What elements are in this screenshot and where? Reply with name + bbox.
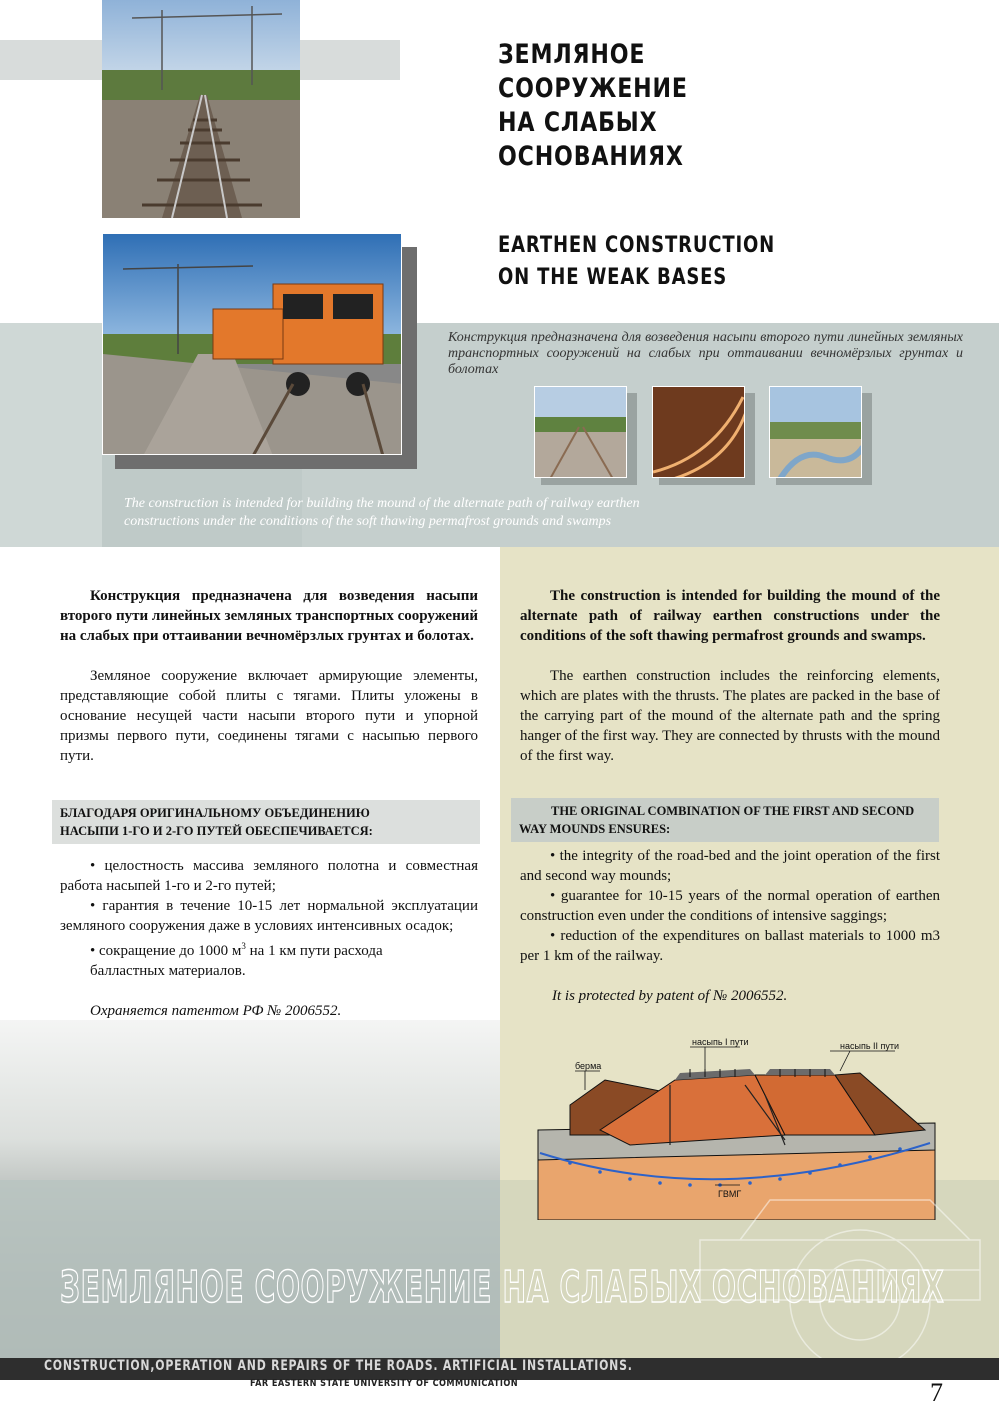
photo-thumb-curved-rails (652, 386, 745, 478)
bullet-ru-1: • целостность массива земляного полотна и совместная работа насыпей 1-го и 2-го путей; (60, 858, 478, 894)
bullet-ru-3-sup: 3 (241, 941, 246, 951)
photo-track-machine (102, 233, 402, 455)
patent-ru: Охраняется патентом РФ № 2006552. (90, 1003, 342, 1019)
footer-series-title: CONSTRUCTION,OPERATION AND REPAIRS OF THE ROADS. ARTIFICIAL INSTALLATIONS. (44, 1358, 633, 1374)
page-title-russian (498, 38, 842, 174)
photo-thumb-tracks (534, 386, 627, 478)
box-en-line2: WAY MOUNDS ENSURES: (519, 822, 671, 836)
title-en-line2: ON THE WEAK BASES (498, 265, 728, 290)
lead-paragraph-ru: Конструкция предназначена для возведения насыпи второго пути линейных земляных транспортных сооружений на слабых при оттаивании вечномёрзлых грунтах и болотах. (60, 588, 478, 644)
label-berm: берма (575, 1061, 602, 1071)
bullet-en-3: • reduction of the expenditures on ballast materials to 1000 m3 per 1 km of the railway. (520, 928, 940, 964)
bullet-ru-3-text-a: • сокращение до 1000 м (90, 943, 242, 959)
gray-band-left-edge (0, 323, 102, 547)
bullet-ru-3 (60, 936, 478, 961)
body-paragraph-en: The earthen construction includes the reinforcing elements, which are plates with the thrusts. The plates are packed in the base of the carrying part of the mound of the alternate path and the spring hanger of the first way. They are connected by thrusts with the mound of the first way. (520, 668, 940, 764)
patent-en: It is protected by patent of № 2006552. (552, 988, 788, 1004)
lead-paragraph-en: The construction is intended for building the mound of the alternate path of railway earthen constructions under the conditions of the soft thawing permafrost grounds and swamps. (520, 588, 940, 644)
title-ru-line2: НА СЛАБЫХ ОСНОВАНИЯХ (498, 107, 684, 172)
bullet-ru-3-text-b: на 1 км пути расхода (245, 943, 383, 959)
photo-thumb-swamp (769, 386, 862, 478)
bullet-en-1: • the integrity of the road-bed and the joint operation of the first and second way mounds; (520, 848, 940, 884)
label-mound-second-way: насыпь II пути (840, 1041, 900, 1051)
bullet-list-ru (60, 856, 478, 1021)
box-ru-line2: НАСЫПИ 1-ГО И 2-ГО ПУТЕЙ ОБЕСПЕЧИВАЕТСЯ: (60, 824, 373, 838)
left-text-column (60, 586, 478, 766)
right-text-column (520, 586, 940, 766)
title-ru-line1: ЗЕМЛЯНОЕ СООРУЖЕНИЕ (498, 39, 688, 104)
highlight-box-en (511, 798, 939, 842)
highlight-box-ru (52, 800, 480, 844)
page-title-english (498, 230, 842, 294)
title-en-line1: EARTHEN CONSTRUCTION (498, 233, 776, 258)
box-en-line1: THE ORIGINAL COMBINATION OF THE FIRST AND SECOND (551, 804, 915, 818)
bullet-ru-2: • гарантия в течение 10-15 лет нормальной эксплуатации земляного сооружения даже в условиях интенсивных осадок; (60, 898, 478, 934)
photo-railway-track (102, 0, 300, 218)
box-ru-line1: БЛАГОДАРЯ ОРИГИНАЛЬНОМУ ОБЪЕДИНЕНИЮ (60, 806, 370, 820)
bullet-list-en (520, 846, 940, 1006)
label-mound-first-way: насыпь I пути (692, 1037, 749, 1047)
label-permafrost-level: ГВМГ (718, 1189, 742, 1199)
caption-russian: Конструкция предназначена для возведения насыпи второго пути линейных земляных транспортных сооружений на слабых при оттаивании вечномёрзлых грунтах и болотах (448, 330, 963, 377)
page-number: 7 (930, 1378, 943, 1407)
footer-university-name: FAR EASTERN STATE UNIVERSITY OF COMMUNICATION (250, 1378, 519, 1389)
bottom-outlined-title: ЗЕМЛЯНОЕ СООРУЖЕНИЕ НА СЛАБЫХ ОСНОВАНИЯХ (60, 1262, 945, 1313)
bullet-ru-3-continuation: балластных материалов. (90, 963, 246, 979)
caption-english: The construction is intended for building the mound of the alternate path of railway earthen constructions under the conditions of the soft thawing permafrost grounds and swamps (124, 496, 640, 529)
bullet-en-2: • guarantee for 10-15 years of the normal operation of earthen construction even under the conditions of intensive saggings; (520, 888, 940, 924)
body-paragraph-ru: Земляное сооружение включает армирующие элементы, представляющие собой плиты с тягами. Плиты уложены в основание несущей части насыпи второго пути и упорной призмы первого пути, соединены тягами с насыпью первого пути. (60, 668, 478, 764)
